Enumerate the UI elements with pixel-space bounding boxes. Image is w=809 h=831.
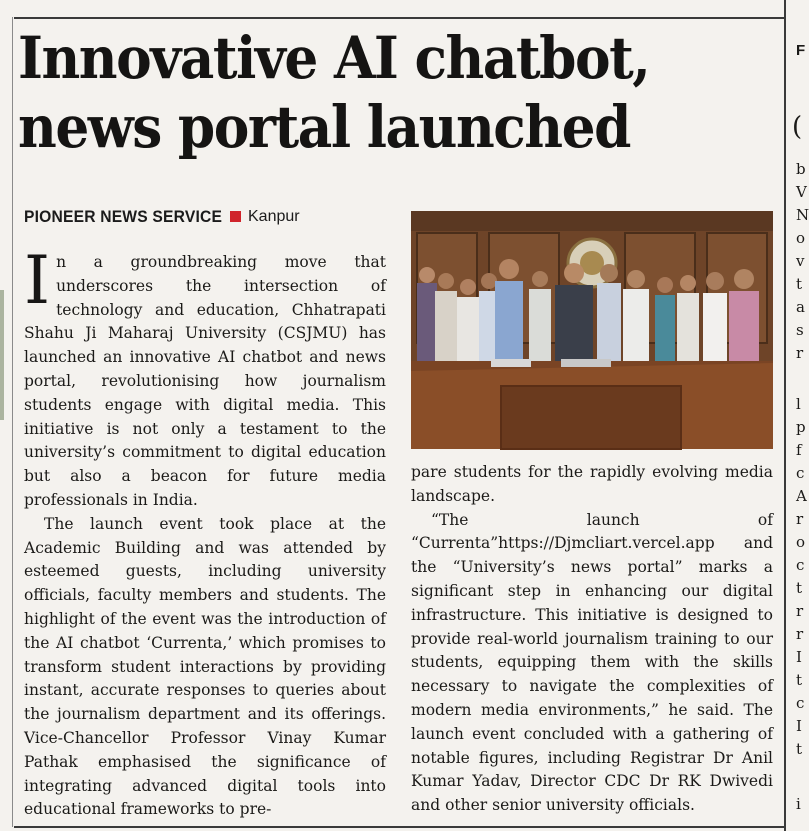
- adjacent-letter: b: [796, 160, 806, 178]
- adjacent-letter: t: [796, 740, 803, 758]
- paragraph-1-text: n a groundbreaking move that underscores the intersection of technology and education, Chhatrapati Shahu Ji Maharaj University (CSJMU) has launched an innovative AI chatbot and news portal, revolutionising how journalism students engage with digital media. This initiative is not only a testament to the university’s commitment to digital education but also a beacon for future media professionals in India.: [24, 253, 386, 509]
- adjacent-letter: r: [796, 344, 804, 362]
- dateline-place: Kanpur: [248, 208, 300, 225]
- bottom-rule: [14, 826, 784, 828]
- paragraph-3: “The launch of “Currenta”https://Djmcliart.vercel.app and the “University’s news portal” marks a significant step in enhancing our digital infrastructure. This initiative is designed to provide real-world journalism training to our students, equipping them with the skills necessary to navigate the complexities of modern media environments,” he said. The launch event concluded with a gathering of notable figures, including Registrar Dr Anil Kumar Yadav, Director CDC Dr RK Dwivedi and other senior university officials.: [411, 510, 773, 815]
- adjacent-letter: c: [796, 556, 805, 574]
- adjacent-letter: F: [796, 42, 806, 59]
- adjacent-letter: i: [796, 795, 801, 813]
- adjacent-article-fragments: [790, 0, 809, 831]
- headline-line-2: news portal launched: [18, 93, 630, 161]
- adjacent-letter: I: [796, 648, 802, 666]
- adjacent-letter: l: [796, 395, 801, 413]
- paragraph-1: [24, 242, 386, 513]
- adjacent-letter: c: [796, 464, 805, 482]
- paragraph-2-continued: pare students for the rapidly evolving media landscape.: [411, 463, 773, 505]
- adjacent-letter: I: [796, 717, 802, 735]
- adjacent-letter: a: [796, 298, 805, 316]
- adjacent-letter: c: [796, 694, 805, 712]
- adjacent-letter: f: [796, 441, 802, 459]
- photo-illustration: [411, 211, 773, 449]
- article-column-1: [24, 242, 386, 822]
- event-photo: [411, 211, 773, 449]
- drop-cap: I: [24, 242, 51, 319]
- adjacent-letter: o: [796, 229, 806, 247]
- adjacent-letter: t: [796, 579, 803, 597]
- adjacent-image-edge: [0, 290, 4, 420]
- byline: [24, 206, 300, 228]
- red-square-icon: [230, 211, 241, 222]
- news-service: PIONEER NEWS SERVICE: [24, 207, 223, 226]
- headline: [18, 24, 726, 162]
- adjacent-letter: A: [796, 487, 807, 505]
- adjacent-letter: o: [796, 533, 806, 551]
- adjacent-letter: r: [796, 510, 804, 528]
- headline-line-1: Innovative AI chatbot,: [18, 24, 650, 92]
- adjacent-letter: t: [796, 275, 803, 293]
- adjacent-letter: N: [796, 206, 809, 224]
- adjacent-letter: p: [796, 418, 806, 436]
- article-column-2: [411, 461, 773, 818]
- adjacent-letter: V: [796, 183, 807, 201]
- adjacent-letter: t: [796, 671, 803, 689]
- left-column-rule: [12, 17, 13, 827]
- top-rule: [14, 17, 784, 19]
- adjacent-letter: s: [796, 321, 804, 339]
- paragraph-2: The launch event took place at the Academic Building and was attended by esteemed guests, including university officials, faculty members and students. The highlight of the event was the introduction of the AI chatbot ‘Currenta,’ which promises to transform student interactions by providing instant, accurate responses to queries about the journalism department and its offerings. Vice-Chancellor Professor Vinay Kumar Pathak emphasised the significance of integrating advanced digital tools into educational frameworks to pre-: [24, 514, 386, 819]
- adjacent-letter: v: [796, 252, 805, 270]
- column-divider: [784, 0, 786, 831]
- adjacent-letter: r: [796, 602, 804, 620]
- adjacent-letter: (: [792, 112, 803, 142]
- adjacent-letter: r: [796, 625, 804, 643]
